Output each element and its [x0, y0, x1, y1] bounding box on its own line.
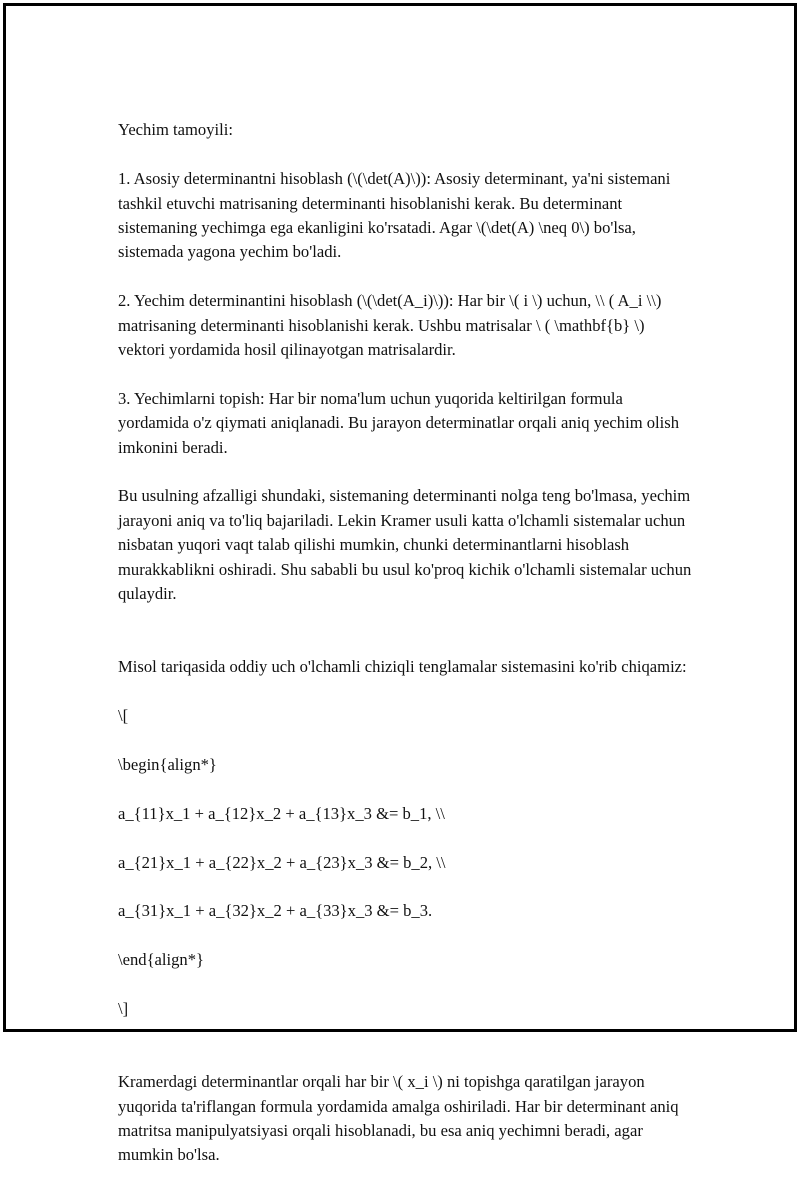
section-block-principles	[118, 94, 693, 167]
math-line: a_{21}x_1 + a_{22}x_2 + a_{23}x_3 &= b_2, \\	[118, 852, 446, 872]
example-block	[118, 631, 693, 1046]
closing-paragraph: Kramerdagi determinantlar orqali har bir \( x_i \) ni topishga qaratilgan jarayon yuqorida ta'riflangan formula yordamida amalga oshiriladi. Har bir determinant aniq matritsa manipulyatsiyasi orqali hisoblanadi, bu esa aniq yechimni beradi, agar mumkin bo'lsa.	[118, 1072, 679, 1165]
math-line: a_{31}x_1 + a_{32}x_2 + a_{33}x_3 &= b_3.	[118, 901, 433, 921]
list-item-1: 1. Asosiy determinantni hisoblash (\(\det(A)\)): Asosiy determinant, ya'ni sistemani tashkil etuvchi matrisaning determinanti hisoblanishi kerak. Bu determinant sistemaning yechimga ega ekanligini ko'rsatadi. Agar \(\det(A) \neq 0\) bo'lsa, sistemada yagona yechim bo'ladi.	[118, 169, 671, 262]
math-line: a_{11}x_1 + a_{12}x_2 + a_{13}x_3 &= b_1, \\	[118, 803, 445, 823]
document-body	[118, 94, 693, 1192]
math-line: \]	[118, 998, 129, 1018]
math-line: \begin{align*}	[118, 754, 217, 774]
paragraph-advantage: Bu usulning afzalligi shundaki, sistemaning determinanti nolga teng bo'lmasa, yechim jarayoni aniq va to'liq bajariladi. Lekin Kramer usuli katta o'lchamli sistemalar uchun nisbatan yuqori vaqt talab qilishi mumkin, chunki determinantlarni hisoblash murakkablikni oshiradi. Shu sababli bu usul ko'proq kichik o'lchamli sistemalar uchun qulaydir.	[118, 486, 692, 604]
math-line: \end{align*}	[118, 950, 204, 970]
list-item-2: 2. Yechim determinantini hisoblash (\(\det(A_i)\)): Har bir \( i \) uchun, \\ ( A_i \\) matrisaning determinanti hisoblanishi kerak. Ushbu matrisalar \ ( \mathbf{b} \) vektori yordamida hosil qilinayotgan matrisalardir.	[118, 291, 662, 360]
example-intro: Misol tariqasida oddiy uch o'lchamli chiziqli tenglamalar sistemasini ko'rib chiqamiz:	[118, 657, 687, 677]
heading: Yechim tamoyili:	[118, 120, 233, 140]
math-line: \[	[118, 706, 129, 726]
list-item-3: 3. Yechimlarni topish: Har bir noma'lum uchun yuqorida keltirilgan formula yordamida o'z qiymati aniqlanadi. Bu jarayon determinatlar orqali aniq yechim olish imkonini beradi.	[118, 388, 680, 457]
